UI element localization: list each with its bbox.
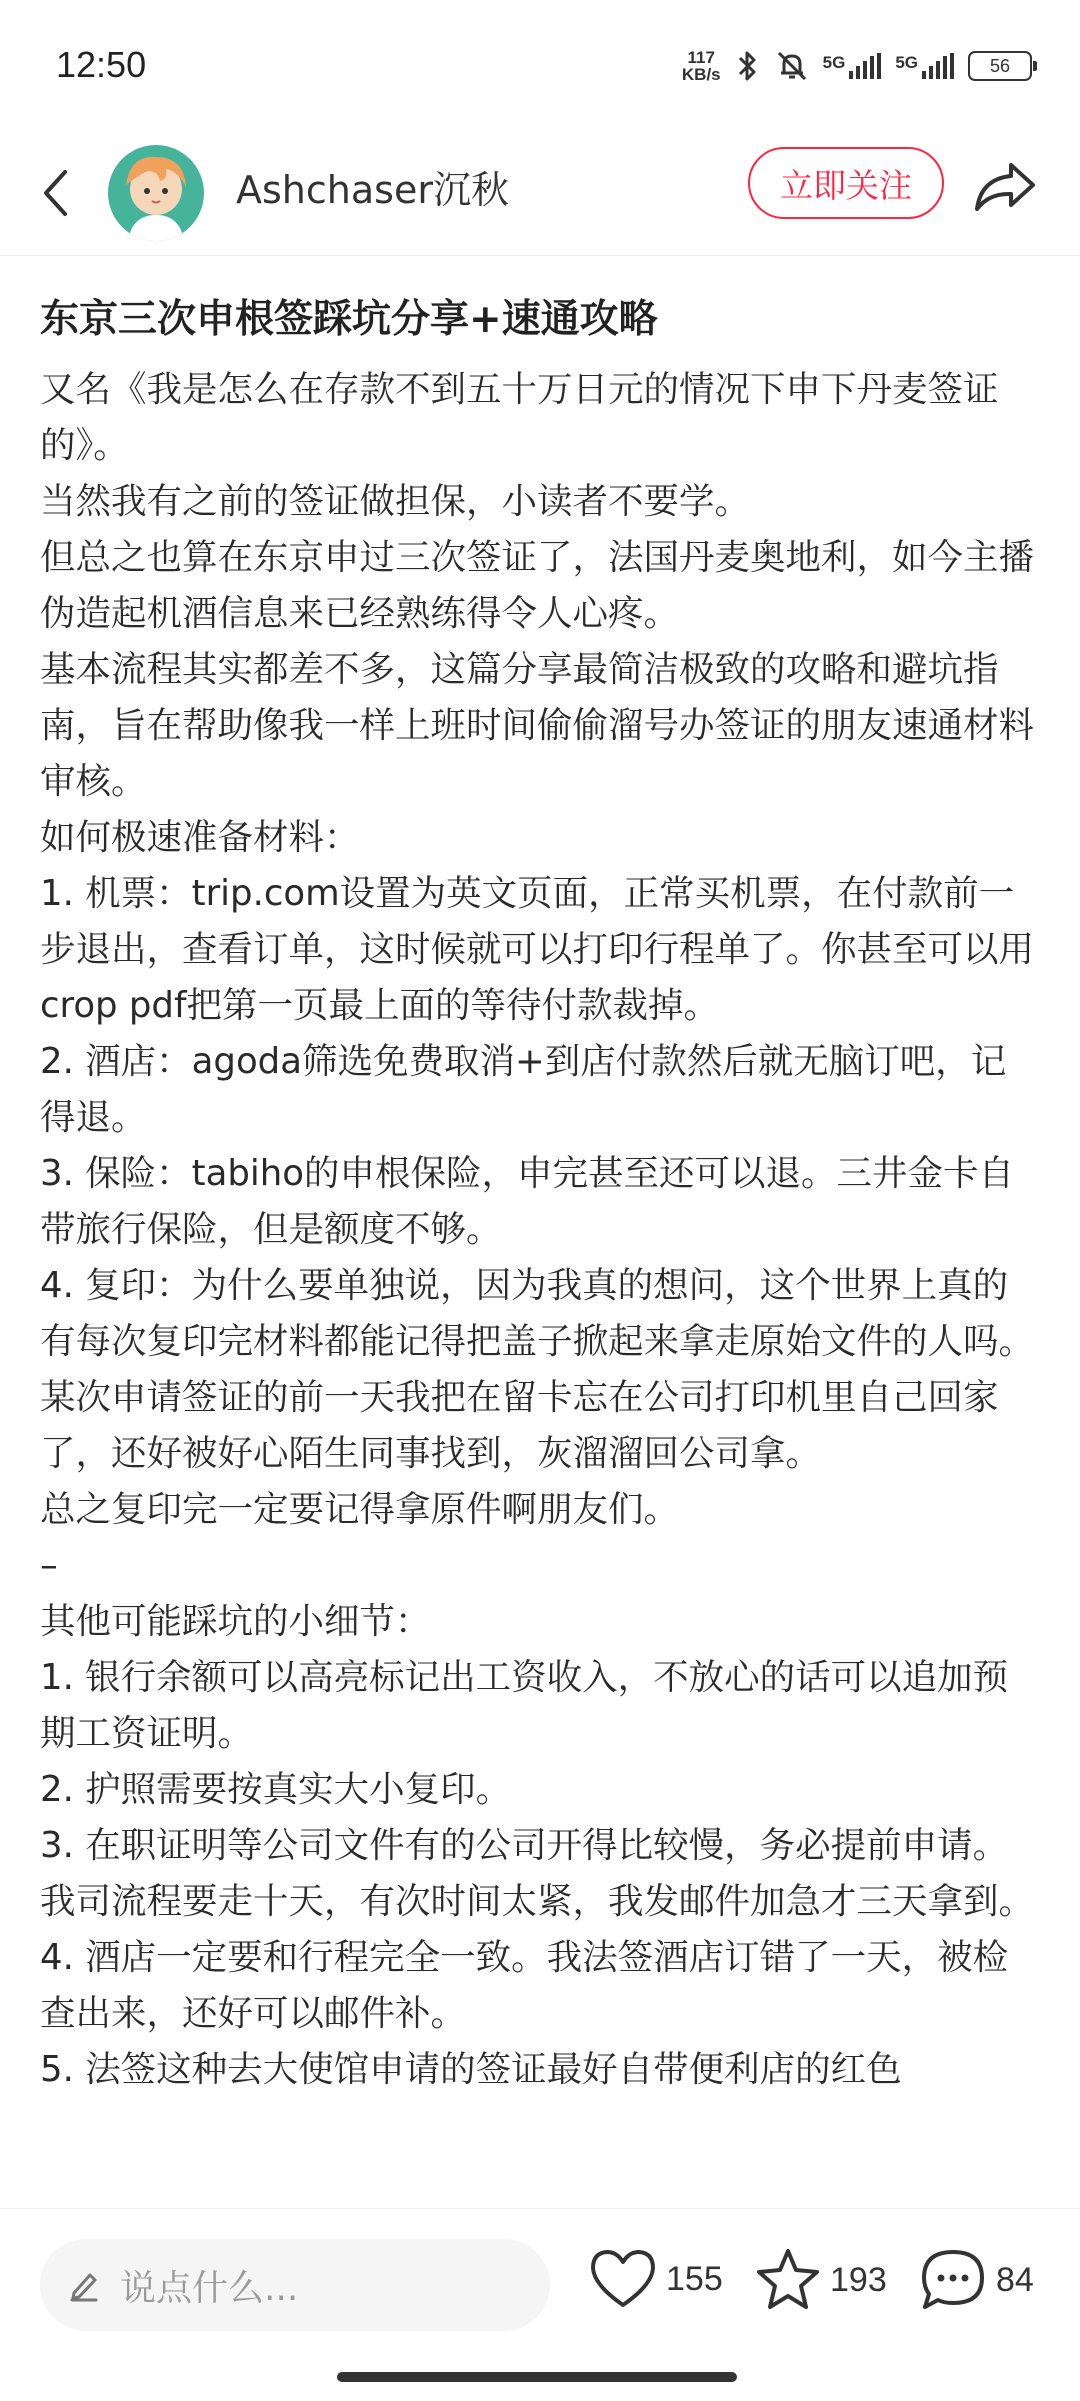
paragraph: 3. 在职证明等公司文件有的公司开得比较慢，务必提前申请。我司流程要走十天，有次时间太紧，我发邮件加急才三天拿到。 — [40, 1825, 1035, 1922]
status-icons — [682, 44, 1032, 88]
paragraph: 又名《我是怎么在存款不到五十万日元的情况下申下丹麦签证的》。 — [40, 369, 999, 466]
comment-bubble-icon — [918, 2247, 988, 2313]
paragraph: 但总之也算在东京申过三次签证了，法国丹麦奥地利，如今主播伪造起机酒信息来已经熟练得令人心疼。 — [40, 537, 1035, 634]
collect-button[interactable] — [754, 2247, 887, 2313]
paragraph: – — [40, 1545, 58, 1586]
bluetooth-icon — [735, 49, 761, 83]
follow-button[interactable]: 立即关注 — [748, 147, 944, 219]
paragraph: 2. 酒店：agoda筛选免费取消+到店付款然后就无脑订吧，记得退。 — [40, 1041, 1007, 1138]
paragraph: 基本流程其实都差不多，这篇分享最简洁极致的攻略和避坑指南，旨在帮助像我一样上班时间偷偷溜号办签证的朋友速通材料审核。 — [40, 649, 1035, 802]
paragraph: 1. 机票：trip.com设置为英文页面，正常买机票，在付款前一步退出，查看订单，这时候就可以打印行程单了。你甚至可以用crop pdf把第一页最上面的等待付款裁掉。 — [40, 873, 1035, 1026]
like-button[interactable] — [588, 2247, 723, 2311]
heart-icon — [588, 2247, 658, 2311]
paragraph: 4. 复印：为什么要单独说，因为我真的想问，这个世界上真的有每次复印完材料都能记得把盖子掀起来拿走原始文件的人吗。某次申请签证的前一天我把在留卡忘在公司打印机里自己回家了，还好被好心陌生同事找到，灰溜溜回公司拿。 — [40, 1265, 1035, 1474]
share-button[interactable] — [970, 152, 1040, 222]
author-name[interactable]: Ashchaser沉秋 — [236, 168, 509, 212]
status-bar — [0, 0, 1080, 130]
star-icon — [754, 2247, 822, 2313]
signal-sim1: 5G — [823, 53, 882, 79]
avatar-image — [108, 145, 204, 241]
paragraph: 1. 银行余额可以高亮标记出工资收入，不放心的话可以追加预期工资证明。 — [40, 1657, 1009, 1754]
chevron-left-icon — [40, 168, 70, 218]
pen-icon — [64, 2265, 104, 2305]
avatar[interactable] — [108, 145, 204, 241]
comment-count: 84 — [996, 2260, 1034, 2299]
paragraph: 4. 酒店一定要和行程完全一致。我法签酒店订错了一天，被检查出来，还好可以邮件补。 — [40, 1937, 1009, 2034]
paragraph: 其他可能踩坑的小细节： — [40, 1601, 431, 1642]
bottom-action-bar — [0, 2208, 1080, 2401]
signal-sim2: 5G — [895, 53, 954, 79]
post-title: 东京三次申根签踩坑分享+速通攻略 — [40, 297, 658, 342]
comment-placeholder: 说点什么... — [120, 2267, 299, 2309]
like-count: 155 — [666, 2259, 723, 2298]
post-content — [40, 292, 1040, 2207]
paragraph: 当然我有之前的签证做担保，小读者不要学。 — [40, 481, 751, 522]
mute-icon — [775, 49, 809, 83]
paragraph: 5. 法签这种去大使馆申请的签证最好自带便利店的红色 — [40, 2049, 902, 2090]
network-speed: 117 KB/s — [681, 48, 721, 84]
back-button[interactable] — [30, 158, 80, 228]
home-indicator[interactable] — [337, 2372, 737, 2382]
paragraph: 3. 保险：tabiho的申根保险，申完甚至还可以退。三井金卡自带旅行保险，但是额度不够。 — [40, 1153, 1014, 1250]
battery-indicator: 56 — [968, 51, 1032, 81]
status-time: 12:50 — [56, 44, 147, 85]
paragraph: 总之复印完一定要记得拿原件啊朋友们。 — [40, 1489, 680, 1530]
post-header — [0, 130, 1080, 256]
comment-button[interactable] — [918, 2247, 1034, 2313]
share-arrow-icon — [973, 159, 1037, 215]
paragraph: 2. 护照需要按真实大小复印。 — [40, 1769, 512, 1810]
star-count: 193 — [830, 2260, 887, 2299]
paragraph: 如何极速准备材料： — [40, 817, 360, 858]
comment-input[interactable] — [40, 2239, 550, 2331]
